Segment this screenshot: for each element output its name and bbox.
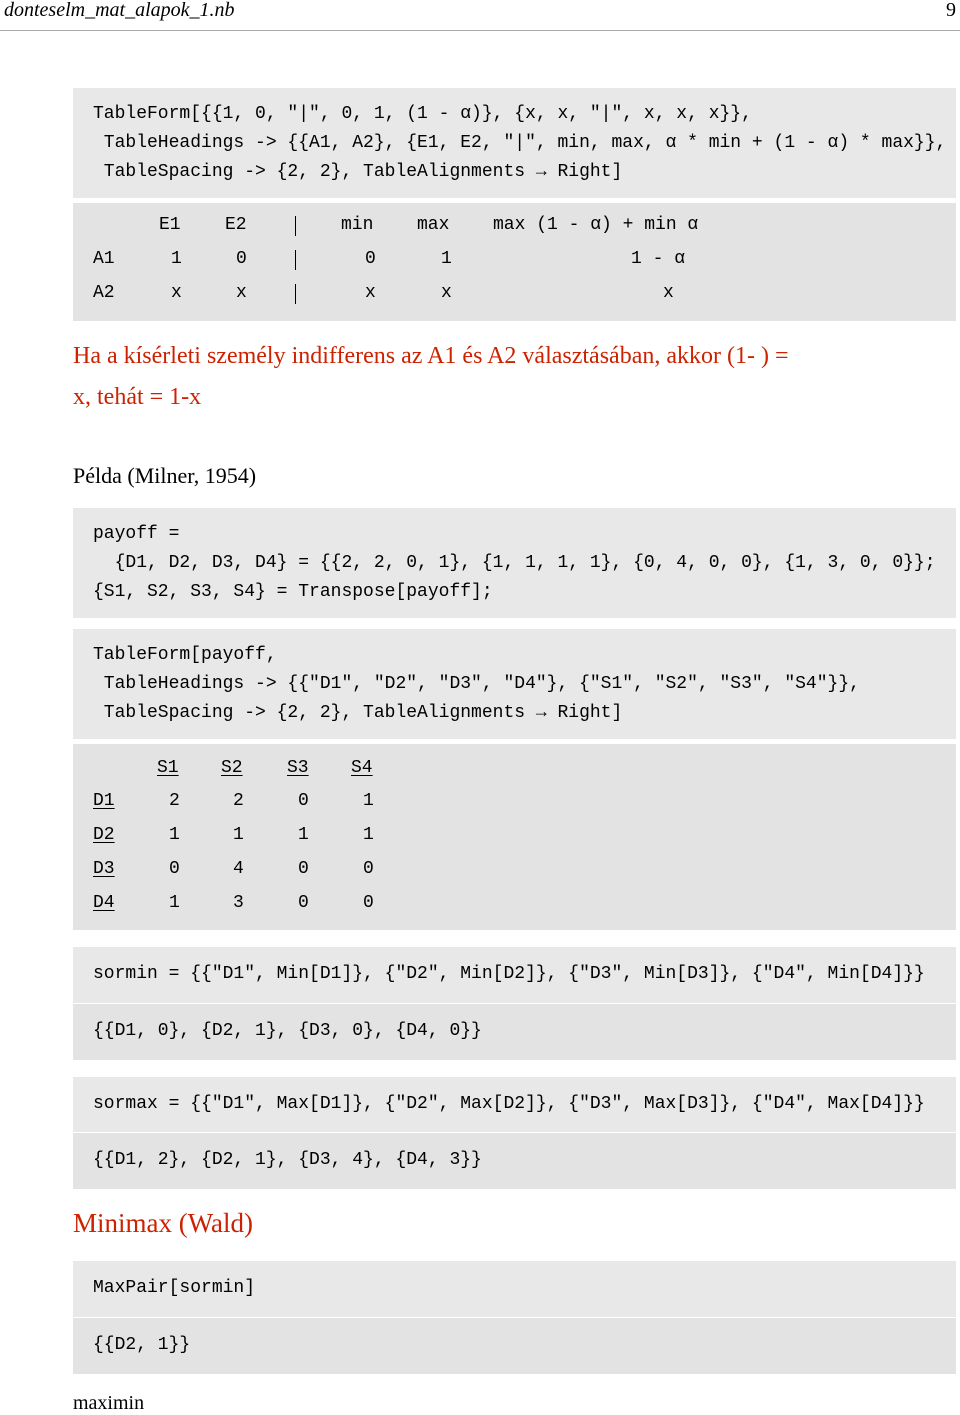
input-cell-sormin[interactable] [73,947,956,1003]
input-line: TableForm[{{1, 0, "|", 0, 1, (1 - α)}, {x, x, "|", x, x, x}}, [93,104,752,124]
table-cell: 0 [169,859,180,879]
example-heading: Példa (Milner, 1954) [73,463,257,488]
input-cell-maxpair[interactable] [73,1261,956,1317]
table-cell: 0 [298,859,309,879]
table-cell: 1 [169,825,180,845]
table-cell: 1 - α [631,249,686,269]
page-header [0,0,960,31]
input-cell-tableform-1[interactable] [73,88,956,198]
input-line: payoff = [93,524,180,544]
input-line: TableHeadings -> {{A1, A2}, {E1, E2, "|", min, max, α * min + (1 - α) * max}}, [93,133,947,153]
input-line: {D1, D2, D3, D4} = {{2, 2, 0, 1}, {1, 1, 1, 1}, {0, 4, 0, 0}, {1, 3, 0, 0}}; [93,553,936,573]
row-label: D2 [93,825,115,845]
maximin-text: maximin [73,1392,145,1414]
col-heading: max [417,215,450,235]
separator-bar [295,216,296,236]
output-cell-table-2 [73,744,956,930]
table-cell: 2 [169,791,180,811]
col-heading: min [341,215,374,235]
output-line: {{D1, 0}, {D2, 1}, {D3, 0}, {D4, 0}} [93,1021,482,1041]
output-cell-maxpair [73,1318,956,1374]
table-cell: 0 [298,791,309,811]
table-cell: 0 [363,893,374,913]
table-cell: 1 [441,249,452,269]
separator-bar [295,284,296,304]
output-cell-table-1 [73,203,956,321]
output-cell-sormin [73,1004,956,1060]
table-cell: 1 [363,825,374,845]
table-cell: x [236,283,247,303]
table-cell: x [663,283,674,303]
explanation-line-2: x, tehát = 1-x [73,384,202,410]
table-cell: 0 [298,893,309,913]
output-line: {{D1, 2}, {D2, 1}, {D3, 4}, {D4, 3}} [93,1150,482,1170]
input-line: sormin = {{"D1", Min[D1]}, {"D2", Min[D2]}, {"D3", Min[D3]}, {"D4", Min[D4]}} [93,964,925,984]
col-heading: S4 [351,758,373,778]
explanation-line-1: Ha a kísérleti személy indifferens az A1 és A2 választásában, akkor (1- ) = [73,343,789,369]
table-cell: 1 [169,893,180,913]
input-line: sormax = {{"D1", Max[D1]}, {"D2", Max[D2]}, {"D3", Max[D3]}, {"D4", Max[D4]}} [93,1094,925,1114]
table-cell: 0 [236,249,247,269]
input-cell-tableform-2[interactable] [73,629,956,739]
col-heading: S2 [221,758,243,778]
separator-bar [295,250,296,270]
table-cell: 1 [233,825,244,845]
output-line: {{D2, 1}} [93,1335,191,1355]
row-label: D1 [93,791,115,811]
row-label: A2 [93,283,115,303]
table-cell: 0 [363,859,374,879]
table-cell: 1 [171,249,182,269]
row-label: A1 [93,249,115,269]
table-cell: 0 [365,249,376,269]
page-number: 9 [946,0,956,21]
input-cell-payoff[interactable] [73,508,956,618]
col-heading: S3 [287,758,309,778]
table-cell: 1 [298,825,309,845]
input-line: TableSpacing -> {2, 2}, TableAlignments → Right] [93,703,623,723]
output-cell-sormax [73,1133,956,1189]
table-cell: 1 [363,791,374,811]
table-cell: 3 [233,893,244,913]
col-heading: max (1 - α) + min α [493,215,699,235]
section-heading: Minimax (Wald) [73,1208,254,1238]
table-cell: 2 [233,791,244,811]
row-label: D4 [93,893,115,913]
table-cell: x [171,283,182,303]
input-line: TableSpacing -> {2, 2}, TableAlignments → Right] [93,162,623,182]
row-label: D3 [93,859,115,879]
table-cell: x [441,283,452,303]
col-heading: S1 [157,758,179,778]
col-heading: E2 [225,215,247,235]
input-line: {S1, S2, S3, S4} = Transpose[payoff]; [93,582,493,602]
table-cell: 4 [233,859,244,879]
input-line: TableForm[payoff, [93,645,277,665]
input-cell-sormax[interactable] [73,1077,956,1132]
input-line: TableHeadings -> {{"D1", "D2", "D3", "D4"}, {"S1", "S2", "S3", "S4"}}, [93,674,860,694]
table-cell: x [365,283,376,303]
input-line: MaxPair[sormin] [93,1278,256,1298]
notebook-title: donteselm_mat_alapok_1.nb [4,0,235,21]
col-heading: E1 [159,215,181,235]
